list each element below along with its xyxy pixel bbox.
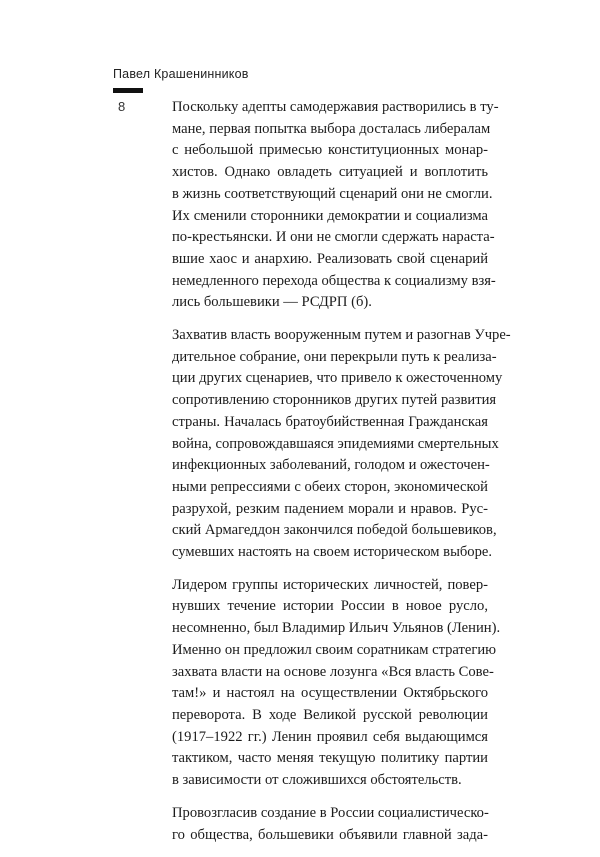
text-line: переворота. В ходе Великой русской революции [172,706,488,723]
running-head-author: Павел Крашенинников [113,67,249,81]
text-line: там!» и настоял на осуществлении Октябрьского [172,685,488,702]
paragraph-3 [172,575,501,792]
text-line: ными репрессиями с обеих сторон, экономической [172,478,488,495]
page-number: 8 [118,99,126,114]
text-line: вшие хаос и анархию. Реализовать свой сценарий [172,250,488,267]
text-line: страны. Началась братоубийственная Гражданская [172,413,488,430]
paragraph-1 [172,97,499,314]
text-line: несомненно, был Владимир Ильич Ульянов (Ленин). [172,620,501,637]
text-line: Захватив власть вооруженным путем и разогнав Учре- [172,327,511,344]
text-line: Лидером группы исторических личностей, повер- [172,576,488,593]
text-line: по-крестьянски. И они не смогли сдержать нараста- [172,229,495,246]
text-line: в зависимости от сложившихся обстоятельств. [172,772,462,789]
text-line: лись большевики — РСДРП (б). [172,294,372,311]
text-line: тактиком, часто меняя текущую политику партии [172,750,488,767]
text-line: Поскольку адепты самодержавия растворились в ту- [172,99,499,115]
text-line: го общества, большевики объявили главной зада- [172,826,488,843]
text-line: ский Армагеддон закончился победой большевиков, [172,522,497,539]
paragraph-4 [172,803,488,846]
text-line: Провозгласив создание в России социалистическо- [172,804,489,821]
paragraph-2 [172,325,511,564]
text-line: (1917–1922 гг.) Ленин проявил себя выдающимся [172,728,488,745]
text-line: дительное собрание, они перекрыли путь к реализа- [172,348,497,365]
text-line: хистов. Однако овладеть ситуацией и воплотить [172,164,488,181]
text-line: нувших течение истории России в новое русло, [172,598,488,615]
text-line: Именно он предложил своим соратникам стратегию [172,641,497,658]
text-line: в жизнь соответствующий сценарий они не смогли. [172,185,493,202]
text-line: разрухой, резким падением морали и нравов. Рус- [172,500,488,517]
text-line: война, сопровождавшаяся эпидемиями смертельных [172,435,499,452]
text-line: с небольшой примесью конституционных монар- [172,142,488,159]
text-line: сопротивлению сторонников других путей развития [172,392,497,409]
text-line: сумевших настоять на своем историческом выборе. [172,544,493,561]
body-text [172,97,511,857]
header-rule [113,88,143,93]
text-line: инфекционных заболеваний, голодом и ожесточен- [172,457,490,474]
text-line: немедленного перехода общества к социализму взя- [172,272,496,289]
text-line: ции других сценариев, что привело к ожесточенному [172,370,503,387]
text-line: захвата власти на основе лозунга «Вся власть Сове- [172,663,494,680]
text-line: Их сменили сторонники демократии и социализма [172,207,488,224]
text-line: мане, первая попытка выбора досталась либералам [172,120,491,137]
